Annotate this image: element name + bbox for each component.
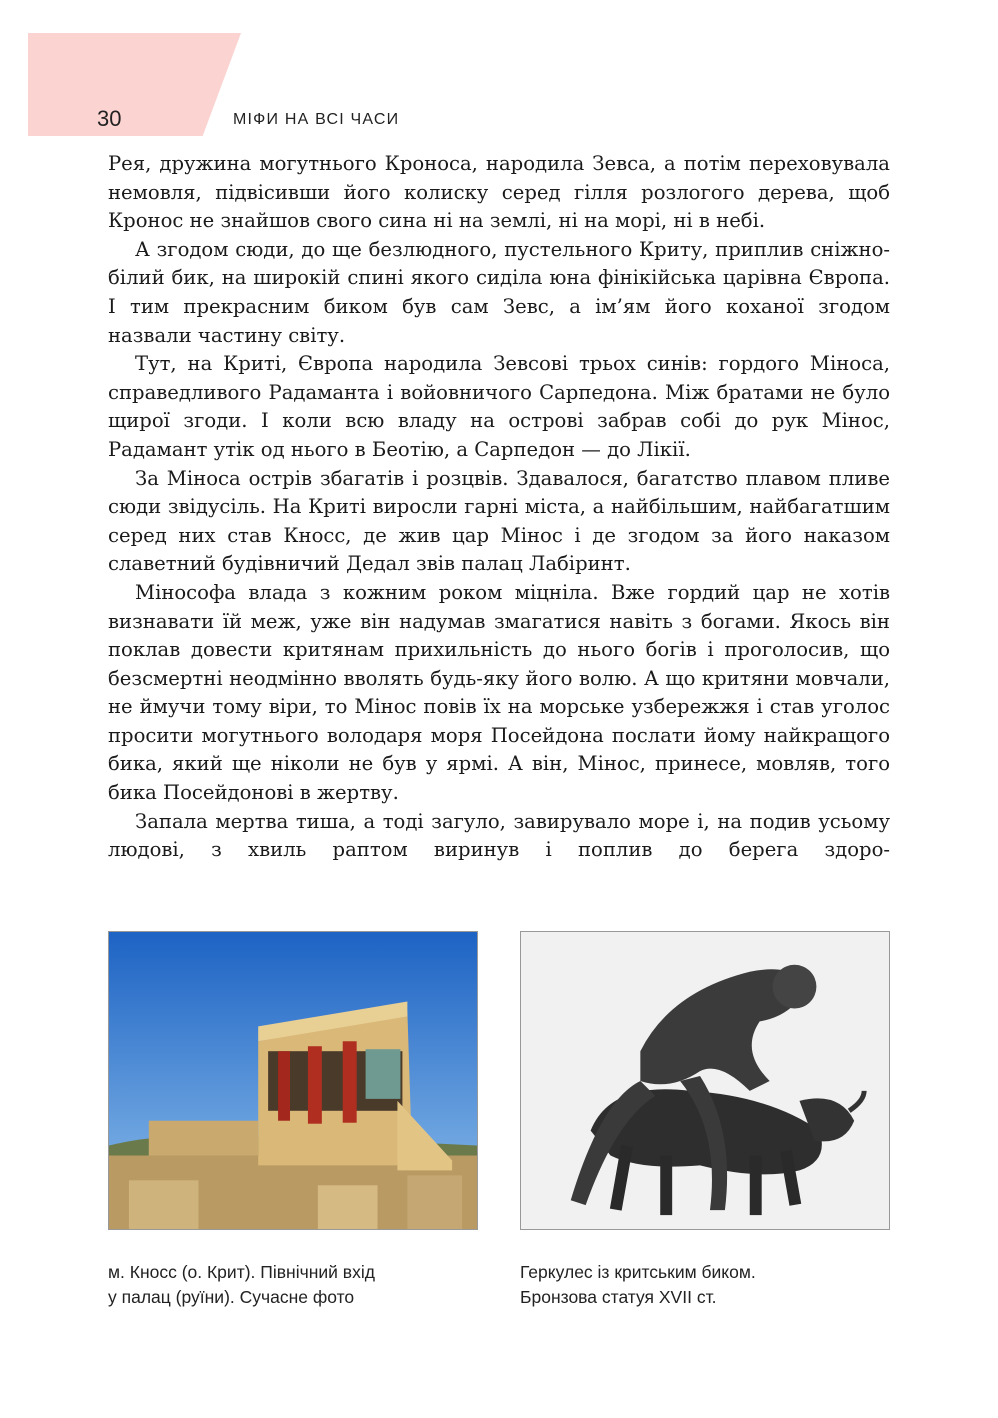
body-text (108, 150, 890, 865)
knossos-illustration (109, 932, 477, 1229)
paragraph: А згодом сюди, до ще безлюдного, пустельного Криту, приплив сніжно-білий бик, на широкій спині якого сиділа юна фінікійська царівна Європа. І тим прекрасним биком був сам Зевс, а ім’ям його коханої згодом назвали частину світу. (108, 237, 890, 347)
running-title: МІФИ НА ВСІ ЧАСИ (233, 111, 400, 128)
paragraph: Рея, дружина могутнього Кроноса, народила Зевса, а потім переховувала немовля, підвісивши його колиску серед гілля розлогого дерева, щоб Кронос не знайшов свого сина ні на землі, ні на морі, ні в небі. (108, 152, 890, 233)
paragraph: Мінософа влада з кожним роком міцніла. Вже гордий цар не хотів визнавати їй меж, уже він надумав змагатися навіть з богами. Якось він поклав довести критянам прихильність до нього богів і проголосив, що безсмертні неодмінно вволять будь-яку його волю. А що критяни мовчали, не ймучи тому віри, то Мінос повів їх на морське узбережжя і став уголос просити могутнього володаря моря Посейдона послати йому найкращого бика, який ще ніколи не був у ярмі. А він, Мінос, принесе, мовляв, того бика Посейдонові в жертву. (108, 580, 890, 805)
caption-line: Геркулес із критським биком. (520, 1262, 756, 1282)
figure-caption-hercules (520, 1260, 900, 1310)
knossos-photo (108, 931, 478, 1230)
page-number: 30 (97, 106, 122, 131)
paragraph: Запала мертва тиша, а тоді загуло, завирувало море і, на подив усьому людові, з хвиль раптом виринув і поплив до берега здоро- (108, 809, 890, 862)
caption-line: Бронзова статуя XVII ст. (520, 1287, 717, 1307)
caption-line: у палац (руїни). Сучасне фото (108, 1287, 355, 1307)
header-accent-tab (28, 33, 241, 136)
hercules-bull-illustration (521, 932, 889, 1229)
figure-caption-knossos (108, 1260, 488, 1310)
paragraph: Тут, на Криті, Європа народила Зевсові трьох синів: гордого Міноса, справедливого Радаманта і войовничого Сарпедона. Між братами не було щирої згоди. І коли всю владу на острові забрав собі до рук Мінос, Радамант утік од нього в Беотію, а Сарпедон — до Лікії. (108, 352, 890, 461)
caption-line: м. Кносс (о. Крит). Північний вхід (108, 1262, 375, 1282)
hercules-statue-photo (520, 931, 890, 1230)
paragraph: За Міноса острів збагатів і розцвів. Здавалося, багатство плавом пливе сюди звідусіль. На Криті виросли гарні міста, а найбільшим, найбагатшим серед них став Кносс, де жив цар Мінос і де згодом за його наказом славетний будівничий Дедал звів палац Лабіринт. (108, 466, 890, 576)
